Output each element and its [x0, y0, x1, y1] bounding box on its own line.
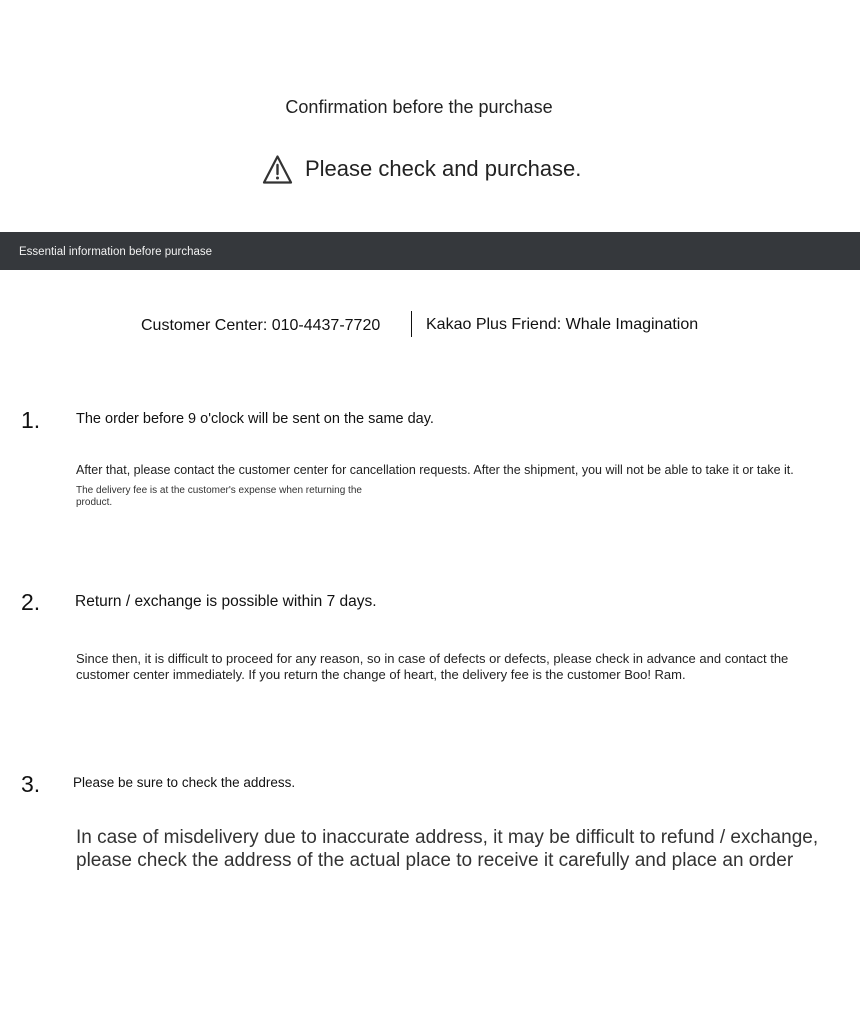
item-text: Since then, it is difficult to proceed for any reason, so in case of defects or defects, please check in advance and contact the customer center immediately. If you return the change of heart, the delivery fee is the customer Boo! Ram.: [76, 651, 789, 682]
page-title: Confirmation before the purchase: [285, 97, 553, 117]
item-text: After that, please contact the customer center for cancellation requests. After the shipment, you will not be able to take it or take it.: [76, 463, 794, 477]
kakao-plus-friend: Kakao Plus Friend: Whale Imagination: [426, 316, 699, 333]
banner-label: Essential information before purchase: [19, 246, 213, 258]
customer-center-phone: Customer Center: 010-4437-7720: [141, 317, 381, 334]
item-number: 1.: [21, 407, 41, 433]
notice-text: Please check and purchase.: [305, 156, 582, 181]
item-text: In case of misdelivery due to inaccurate address, it may be difficult to refund / exchange, please check the address of the actual place to receive it carefully and place an order: [76, 827, 819, 871]
purchase-notice: [262, 152, 581, 186]
item-heading: Return / exchange is possible within 7 days.: [75, 593, 377, 610]
item-number: 3.: [21, 771, 41, 797]
warning-triangle-icon: [262, 154, 293, 185]
item-number: 2.: [21, 589, 41, 615]
item-note: The delivery fee is at the customer's expense when returning the product.: [76, 485, 362, 508]
item-heading: The order before 9 o'clock will be sent on the same day.: [76, 411, 434, 427]
item-heading: Please be sure to check the address.: [73, 775, 296, 790]
contact-divider: [411, 311, 412, 337]
section-banner: [0, 232, 860, 270]
